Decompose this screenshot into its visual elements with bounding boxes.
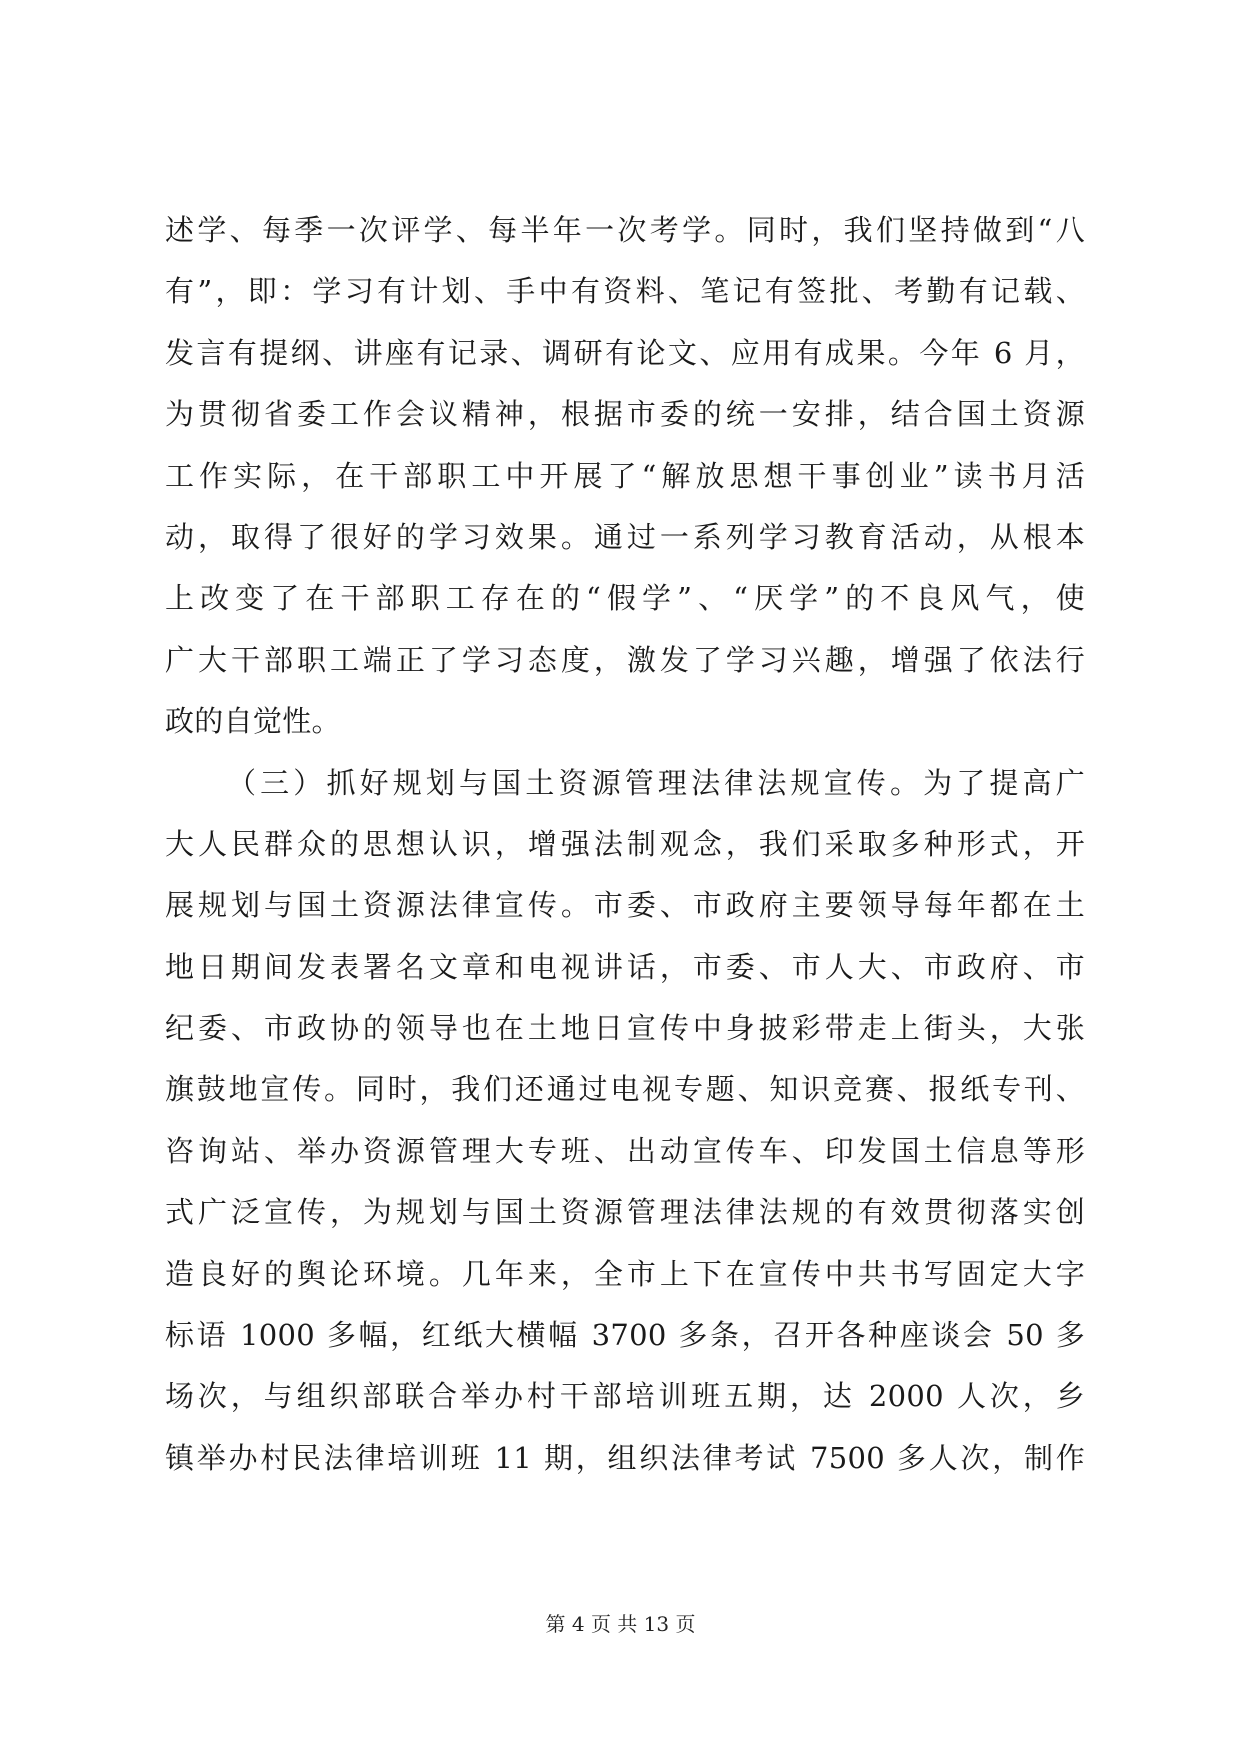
text-line: 旗鼓地宣传。同时，我们还通过电视专题、知识竞赛、报纸专刊、 (165, 1072, 1085, 1107)
text-line: 工作实际，在干部职工中开展了“解放思想干事创业”读书月活 (165, 458, 1085, 493)
section-heading-line: （三）抓好规划与国土资源管理法律法规宣传。为了提高广 (227, 765, 1085, 800)
text-line: 大人民群众的思想认识，增强法制观念，我们采取多种形式，开 (165, 826, 1085, 861)
text-line: 展规划与国土资源法律宣传。市委、市政府主要领导每年都在土 (165, 888, 1085, 923)
text-line: 镇举办村民法律培训班 11 期，组织法律考试 7500 多人次，制作 (165, 1440, 1085, 1475)
document-body (165, 200, 1085, 1489)
text-line: 地日期间发表署名文章和电视讲话，市委、市人大、市政府、市 (165, 949, 1085, 984)
text-line-paragraph-end: 政的自觉性。 (165, 704, 341, 739)
text-line: 有”，即：学习有计划、手中有资料、笔记有签批、考勤有记载、 (165, 274, 1085, 309)
text-line: 场次，与组织部联合举办村干部培训班五期，达 2000 人次，乡 (165, 1379, 1085, 1414)
text-line: 广大干部职工端正了学习态度，激发了学习兴趣，增强了依法行 (165, 642, 1085, 677)
text-line: 为贯彻省委工作会议精神，根据市委的统一安排，结合国土资源 (165, 397, 1085, 432)
text-line: 咨询站、举办资源管理大专班、出动宣传车、印发国土信息等形 (165, 1133, 1085, 1168)
text-line: 造良好的舆论环境。几年来，全市上下在宣传中共书写固定大字 (165, 1256, 1085, 1291)
text-line: 上改变了在干部职工存在的“假学”、“厌学”的不良风气，使 (165, 581, 1085, 616)
text-line: 述学、每季一次评学、每半年一次考学。同时，我们坚持做到“八 (165, 213, 1085, 247)
page-number-footer: 第 4 页 共 13 页 (545, 1612, 696, 1636)
text-line: 纪委、市政协的领导也在土地日宣传中身披彩带走上街头，大张 (165, 1011, 1085, 1046)
text-line: 发言有提纲、讲座有记录、调研有论文、应用有成果。今年 6 月， (165, 335, 1085, 370)
text-line: 动，取得了很好的学习效果。通过一系列学习教育活动，从根本 (165, 519, 1085, 554)
text-line: 标语 1000 多幅，红纸大横幅 3700 多条，召开各种座谈会 50 多 (165, 1318, 1085, 1353)
text-line: 式广泛宣传，为规划与国土资源管理法律法规的有效贯彻落实创 (165, 1195, 1085, 1230)
